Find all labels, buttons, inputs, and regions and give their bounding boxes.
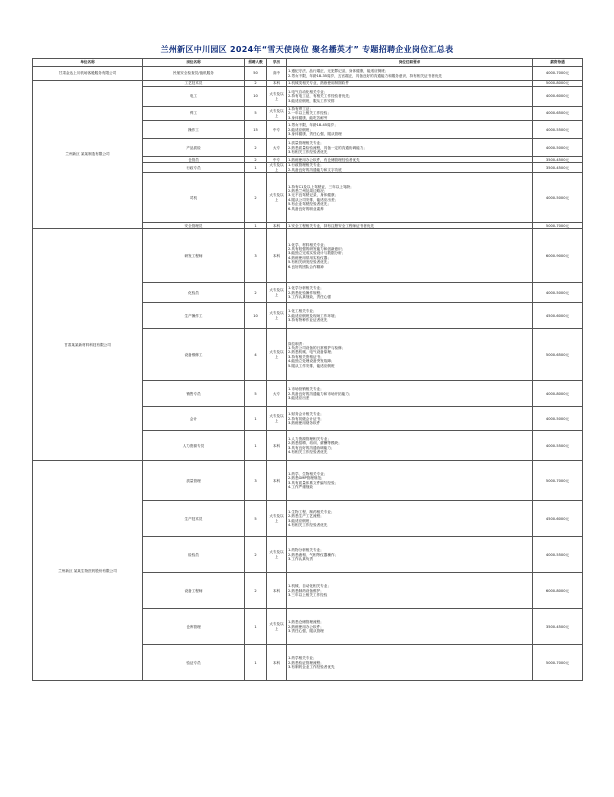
requirements-cell: 1.化工相关专业； 2.能适应倒班及现场工作环境； 3.持有特种作业证者优先 xyxy=(287,303,533,329)
headcount-cell: 2 xyxy=(245,157,267,163)
education-cell: 大专及以上 xyxy=(267,407,287,431)
position-name-cell: 验证专员 xyxy=(143,645,245,681)
education-cell: 高中 xyxy=(267,67,287,81)
education-cell: 本科 xyxy=(267,645,287,681)
requirements-cell: 1.行政管理相关专业； 2.具备良好的沟通能力和文字功底 xyxy=(287,163,533,173)
salary-cell: 5000-7000元 xyxy=(533,645,583,681)
salary-cell: 5000-6500元 xyxy=(533,329,583,381)
headcount-cell: 2 xyxy=(245,537,267,573)
headcount-cell: 2 xyxy=(245,573,267,609)
salary-cell: 4000-5000元 xyxy=(533,407,583,431)
table-row xyxy=(33,67,583,81)
requirements-cell: 1.电气自动化相关专业； 2.持有电工证，有相关工作经验者优先； 3.能适应倒班，服从工作安排 xyxy=(287,87,533,107)
headcount-cell: 5 xyxy=(245,107,267,121)
position-name-cell: 生产操作工 xyxy=(143,303,245,329)
headcount-cell: 1 xyxy=(245,431,267,461)
requirements-cell: 1.遵纪守法，品行端正，无犯罪记录，身体健康，能适应倒班； 2.男女不限，年龄18-35周岁，五官端正，具备良好的沟通能力和服务意识，持有相关证书者优先 xyxy=(287,67,533,81)
requirements-cell: 1.熟练使用办公软件，有仓储管理经验者优先 xyxy=(287,157,533,163)
document-title: 兰州新区中川园区 2024年“雪天使岗位 聚名播英才” 专题招聘企业岗位汇总表 xyxy=(160,45,454,54)
education-cell: 大专 xyxy=(267,139,287,157)
requirements-cell: 1.质量管理相关专业； 2.熟悉质量检验流程，具备一定的沟通协调能力； 3.有相关工作经验者优先 xyxy=(287,139,533,157)
salary-cell: 4000-6500元 xyxy=(533,107,583,121)
salary-cell: 4000-5500元 xyxy=(533,431,583,461)
education-cell: 本科 xyxy=(267,573,287,609)
header-education: 学历 xyxy=(267,59,287,67)
position-name-cell: 人力资源专员 xyxy=(143,431,245,461)
position-name-cell: 设备工程师 xyxy=(143,573,245,609)
requirements-cell: 1.机械、自动化相关专业； 2.熟悉制药设备维护； 3.三年以上相关工作经验 xyxy=(287,573,533,609)
position-name-cell: 研发工程师 xyxy=(143,229,245,283)
position-name-cell: 检验员 xyxy=(143,537,245,573)
headcount-cell: 1 xyxy=(245,407,267,431)
education-cell: 大专及以上 xyxy=(267,173,287,223)
requirements-cell: 1.药物分析相关专业； 2.熟悉液相、气相等仪器操作； 3.工作认真负责 xyxy=(287,537,533,573)
header-row xyxy=(33,59,583,67)
position-name-cell: 生产技术员 xyxy=(143,501,245,537)
headcount-cell: 2 xyxy=(245,81,267,87)
headcount-cell: 1 xyxy=(245,163,267,173)
company-name-cell: 兰州新区 某某制造有限公司 xyxy=(33,81,143,229)
education-cell: 本科 xyxy=(267,461,287,501)
education-cell: 大专及以上 xyxy=(267,501,287,537)
education-cell: 本科 xyxy=(267,223,287,229)
position-name-cell: 销售专员 xyxy=(143,381,245,407)
table-row xyxy=(33,229,583,283)
position-name-cell: 安全管理员 xyxy=(143,223,245,229)
position-name-cell: 化验员 xyxy=(143,283,245,303)
salary-cell: 4000-5000元 xyxy=(533,139,583,157)
position-name-cell: 电工 xyxy=(143,87,245,107)
requirements-cell: 1.化学、材料相关专业； 2.具有较强的研发能力和创新意识； 3.能独立完成实验设计与数据分析； 4.熟练使用常用实验仪器； 5.有相关研发经验者优先； 6.良好的团队合作精神 xyxy=(287,229,533,283)
headcount-cell: 50 xyxy=(245,67,267,81)
requirements-cell: 1.生物工程、制药相关专业； 2.熟悉生产工艺流程； 3.能适应倒班； 4.有相关工作经验者优先 xyxy=(287,501,533,537)
salary-cell: 4000-5000元 xyxy=(533,283,583,303)
requirements-cell: 1.财务会计相关专业； 2.持有初级会计证书； 3.熟练使用财务软件 xyxy=(287,407,533,431)
salary-cell: 4500-6000元 xyxy=(533,303,583,329)
education-cell: 大专及以上 xyxy=(267,107,287,121)
education-cell: 大专 xyxy=(267,381,287,407)
education-cell: 本科 xyxy=(267,431,287,461)
company-name-cell: 甘肃金达上川机场客舱服务有限公司 xyxy=(33,67,143,81)
education-cell: 大专及以上 xyxy=(267,87,287,107)
positions-table xyxy=(32,58,583,681)
salary-cell: 4000-7000元 xyxy=(533,67,583,81)
header-company: 单位名称 xyxy=(33,59,143,67)
position-name-cell: 工艺技术员 xyxy=(143,81,245,87)
requirements-cell: 1.化学分析相关专业； 2.熟悉化验操作规程； 3.工作认真细致，责任心强 xyxy=(287,283,533,303)
requirements-cell: 1.男女不限，年龄18-45周岁； 2.能适应倒班； 3.身体健康，责任心强，服从管理 xyxy=(287,121,533,139)
education-cell: 大专及以上 xyxy=(267,329,287,381)
table-body xyxy=(33,67,583,681)
salary-cell: 6000-9000元 xyxy=(533,229,583,283)
headcount-cell: 5 xyxy=(245,501,267,537)
header-requirements: 岗位任职要求 xyxy=(287,59,533,67)
headcount-cell: 10 xyxy=(245,303,267,329)
education-cell: 中专 xyxy=(267,157,287,163)
salary-cell: 6000-8000元 xyxy=(533,573,583,609)
education-cell: 大专及以上 xyxy=(267,163,287,173)
headcount-cell: 2 xyxy=(245,283,267,303)
education-cell: 大专及以上 xyxy=(267,303,287,329)
requirements-cell: 1.机械类相关专业，熟练使用制图软件 xyxy=(287,81,533,87)
requirements-cell: 1.人力资源管理相关专业； 2.熟悉招聘、培训、薪酬等模块； 3.具有良好的沟通协调能力； 4.有相关工作经验者优先 xyxy=(287,431,533,461)
requirements-cell: 1.持有焊工证； 2.一年以上相关工作经验； 3.身体健康，能吃苦耐劳 xyxy=(287,107,533,121)
headcount-cell: 3 xyxy=(245,229,267,283)
salary-cell: 4000-6000元 xyxy=(533,87,583,107)
position-name-cell: 会计 xyxy=(143,407,245,431)
education-cell: 大专及以上 xyxy=(267,283,287,303)
position-name-cell: 操作工 xyxy=(143,121,245,139)
position-name-cell: 产品质检 xyxy=(143,139,245,157)
education-cell: 大专及以上 xyxy=(267,537,287,573)
salary-cell: 3500-4500元 xyxy=(533,163,583,173)
requirements-cell: 1.安全工程相关专业，持有注册安全工程师证书者优先 xyxy=(287,223,533,229)
salary-cell: 4000-5500元 xyxy=(533,537,583,573)
salary-cell: 5000-8000元 xyxy=(533,81,583,87)
salary-cell: 3500-4500元 xyxy=(533,609,583,645)
headcount-cell: 2 xyxy=(245,139,267,157)
salary-cell: 3500-4500元 xyxy=(533,157,583,163)
requirements-cell: 1.市场营销相关专业； 2.具备良好的沟通能力和市场开拓能力； 3.能适应出差 xyxy=(287,381,533,407)
header-salary: 薪资待遇 xyxy=(533,59,583,67)
salary-cell: 4500-6000元 xyxy=(533,501,583,537)
requirements-cell: 岗位职责： 1.负责公司设备的日常维护与检修； 2.熟悉机械、电气设备原理； 3.持有相关资格证书； 4.能独立处理设备突发故障； 5.服从工作安排，能适应倒班 xyxy=(287,329,533,381)
education-cell: 本科 xyxy=(267,229,287,283)
headcount-cell: 10 xyxy=(245,87,267,107)
headcount-cell: 2 xyxy=(245,173,267,223)
position-name-cell: 质量管理 xyxy=(143,461,245,501)
recruitment-sheet xyxy=(32,42,582,681)
position-name-cell: 焊工 xyxy=(143,107,245,121)
position-name-cell: 设备维修工 xyxy=(143,329,245,381)
requirements-cell: 1.药学、生物相关专业； 2.熟悉GMP管理规范； 3.具有质量体系文件编写经验； 4.工作严谨细致 xyxy=(287,461,533,501)
headcount-cell: 3 xyxy=(245,461,267,501)
headcount-cell: 1 xyxy=(245,645,267,681)
header-position: 岗位名称 xyxy=(143,59,245,67)
education-cell: 中专 xyxy=(267,121,287,139)
salary-cell: 4000-5000元 xyxy=(533,173,583,223)
salary-cell: 5000-7000元 xyxy=(533,223,583,229)
position-name-cell: 司机 xyxy=(143,173,245,223)
position-name-cell: 民航安全检查员/值机服务 xyxy=(143,67,245,81)
salary-cell: 4000-5500元 xyxy=(533,121,583,139)
headcount-cell: 5 xyxy=(245,381,267,407)
headcount-cell: 1 xyxy=(245,223,267,229)
salary-cell: 5000-7000元 xyxy=(533,461,583,501)
salary-cell: 4000-8000元 xyxy=(533,381,583,407)
headcount-cell: 4 xyxy=(245,329,267,381)
headcount-cell: 1 xyxy=(245,609,267,645)
headcount-cell: 15 xyxy=(245,121,267,139)
position-name-cell: 仓管员 xyxy=(143,157,245,163)
header-count: 招聘人数 xyxy=(245,59,267,67)
requirements-cell: 1.药学相关专业； 2.熟悉验证管理流程； 3.有制药企业工作经验者优先 xyxy=(287,645,533,681)
education-cell: 本科 xyxy=(267,81,287,87)
position-name-cell: 仓库管理 xyxy=(143,609,245,645)
position-name-cell: 行政专员 xyxy=(143,163,245,173)
company-name-cell: 兰州新区 某某生物医药股份有限公司 xyxy=(33,461,143,681)
requirements-cell: 1.熟悉仓储管理流程； 2.熟练使用办公软件； 3.责任心强，服从管理 xyxy=(287,609,533,645)
table-row xyxy=(33,461,583,501)
requirements-cell: 1.持有C1及以上驾驶证，三年以上驾龄； 2.熟悉兰州及周边路况； 3.无不良驾驶记录，身体健康； 4.服从公司安排，能适应出差； 5.有企业驾驶经验者优先； 6.具备良好的职业素养 xyxy=(287,173,533,223)
company-name-cell: 甘肃某某新材料科技有限公司 xyxy=(33,229,143,461)
education-cell: 大专及以上 xyxy=(267,609,287,645)
